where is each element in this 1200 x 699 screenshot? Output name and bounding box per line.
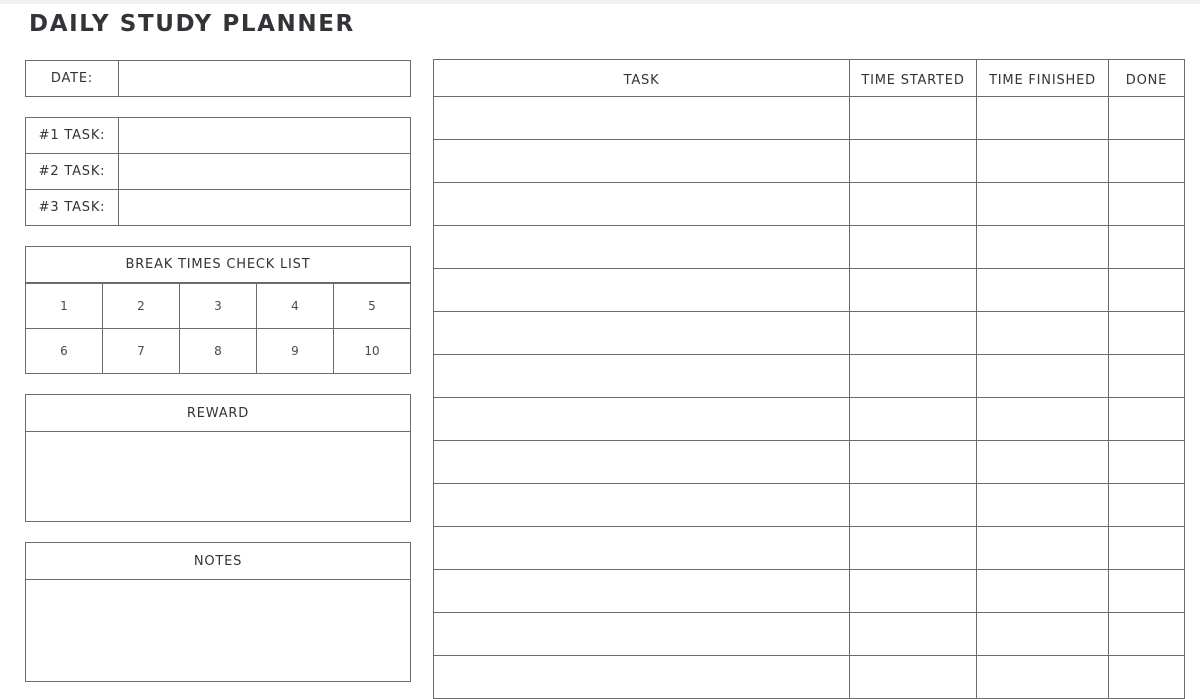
time-finished-cell[interactable]: [977, 441, 1109, 484]
break-number: 1: [60, 299, 68, 313]
time-finished-cell[interactable]: [977, 312, 1109, 355]
top-task-row: [26, 189, 410, 225]
break-cell[interactable]: [333, 284, 410, 328]
task-cell[interactable]: [434, 97, 850, 140]
done-column-header: DONE: [1109, 60, 1185, 97]
reward-header: [26, 395, 410, 432]
table-row: [434, 226, 1185, 269]
time-started-cell[interactable]: [850, 527, 977, 570]
time-finished-cell[interactable]: [977, 183, 1109, 226]
done-cell[interactable]: [1109, 484, 1185, 527]
time-started-cell[interactable]: [850, 570, 977, 613]
notes-field[interactable]: [26, 580, 410, 681]
reward-box: [25, 394, 411, 522]
break-number: 6: [60, 344, 68, 358]
task-cell[interactable]: [434, 527, 850, 570]
done-cell[interactable]: [1109, 441, 1185, 484]
task-cell[interactable]: [434, 441, 850, 484]
time-started-cell[interactable]: [850, 656, 977, 699]
table-row: [434, 183, 1185, 226]
task-cell[interactable]: [434, 613, 850, 656]
task-cell[interactable]: [434, 183, 850, 226]
reward-heading: REWARD: [186, 405, 250, 421]
table-row: [434, 269, 1185, 312]
break-times-box: [25, 246, 411, 374]
break-cell[interactable]: [102, 329, 179, 373]
time-finished-cell[interactable]: [977, 140, 1109, 183]
time-finished-cell[interactable]: [977, 656, 1109, 699]
task-cell[interactable]: [434, 312, 850, 355]
task-cell[interactable]: [434, 140, 850, 183]
date-box: [25, 60, 411, 97]
notes-heading: NOTES: [193, 553, 243, 569]
time-finished-cell[interactable]: [977, 355, 1109, 398]
done-cell[interactable]: [1109, 570, 1185, 613]
date-label: DATE:: [50, 71, 94, 86]
break-cell[interactable]: [333, 329, 410, 373]
time-started-cell[interactable]: [850, 398, 977, 441]
top-task-label-1: #1 TASK:: [38, 128, 106, 143]
done-cell[interactable]: [1109, 97, 1185, 140]
time-started-cell[interactable]: [850, 312, 977, 355]
done-cell[interactable]: [1109, 355, 1185, 398]
break-cell[interactable]: [256, 329, 333, 373]
top-task-label-2: #2 TASK:: [38, 164, 106, 179]
done-cell[interactable]: [1109, 398, 1185, 441]
done-cell[interactable]: [1109, 140, 1185, 183]
done-cell[interactable]: [1109, 312, 1185, 355]
table-row: [434, 656, 1185, 699]
time-started-cell[interactable]: [850, 613, 977, 656]
done-cell[interactable]: [1109, 613, 1185, 656]
time-finished-cell[interactable]: [977, 527, 1109, 570]
date-field[interactable]: [119, 61, 410, 96]
time-finished-column-header: TIME FINISHED: [977, 60, 1109, 97]
break-number: 4: [291, 299, 299, 313]
task-cell[interactable]: [434, 570, 850, 613]
reward-field[interactable]: [26, 432, 410, 521]
time-started-cell[interactable]: [850, 140, 977, 183]
task-cell[interactable]: [434, 226, 850, 269]
break-times-header: [26, 247, 410, 283]
time-started-cell[interactable]: [850, 183, 977, 226]
done-cell[interactable]: [1109, 527, 1185, 570]
time-finished-cell[interactable]: [977, 398, 1109, 441]
time-finished-cell[interactable]: [977, 484, 1109, 527]
break-row-1: [26, 283, 410, 328]
break-times-heading: BREAK TIMES CHECK LIST: [125, 257, 311, 272]
time-finished-cell[interactable]: [977, 97, 1109, 140]
task-table-body: [434, 97, 1185, 699]
time-finished-cell[interactable]: [977, 226, 1109, 269]
top-task-field-2[interactable]: [119, 154, 410, 189]
table-row: [434, 484, 1185, 527]
page-title: DAILY STUDY PLANNER: [29, 11, 355, 37]
top-task-label-3: #3 TASK:: [38, 200, 106, 215]
done-cell[interactable]: [1109, 183, 1185, 226]
table-row: [434, 355, 1185, 398]
break-cell[interactable]: [179, 284, 256, 328]
time-started-column-header: TIME STARTED: [850, 60, 977, 97]
top-task-field-3[interactable]: [119, 190, 410, 225]
time-started-cell[interactable]: [850, 355, 977, 398]
break-cell[interactable]: [256, 284, 333, 328]
time-started-cell[interactable]: [850, 441, 977, 484]
break-number: 10: [364, 344, 380, 358]
top-task-label-cell: [26, 190, 119, 225]
time-started-cell[interactable]: [850, 484, 977, 527]
done-cell[interactable]: [1109, 269, 1185, 312]
task-cell[interactable]: [434, 398, 850, 441]
notes-header: [26, 543, 410, 580]
time-started-cell[interactable]: [850, 226, 977, 269]
notes-box: [25, 542, 411, 682]
task-cell[interactable]: [434, 656, 850, 699]
date-label-cell: [26, 61, 119, 96]
task-cell[interactable]: [434, 484, 850, 527]
table-row: [434, 613, 1185, 656]
break-cell[interactable]: [179, 329, 256, 373]
table-row: [434, 97, 1185, 140]
table-row: [434, 570, 1185, 613]
task-cell[interactable]: [434, 269, 850, 312]
task-cell[interactable]: [434, 355, 850, 398]
top-task-row: [26, 118, 410, 153]
break-row-2: [26, 328, 410, 373]
table-row: [434, 312, 1185, 355]
top-task-field-1[interactable]: [119, 118, 410, 153]
task-column-header: TASK: [434, 60, 850, 97]
top-tasks-box: [25, 117, 411, 226]
break-number: 8: [214, 344, 222, 358]
break-number: 7: [137, 344, 145, 358]
time-finished-cell[interactable]: [977, 613, 1109, 656]
time-finished-cell[interactable]: [977, 269, 1109, 312]
break-cell[interactable]: [26, 329, 102, 373]
top-task-row: [26, 153, 410, 189]
table-row: [434, 398, 1185, 441]
table-row: [434, 441, 1185, 484]
break-cell[interactable]: [26, 284, 102, 328]
time-started-cell[interactable]: [850, 97, 977, 140]
top-band: [0, 0, 1200, 4]
top-task-label-cell: [26, 118, 119, 153]
task-table-header-row: [434, 60, 1185, 97]
time-started-cell[interactable]: [850, 269, 977, 312]
break-number: 9: [291, 344, 299, 358]
break-number: 3: [214, 299, 222, 313]
top-task-label-cell: [26, 154, 119, 189]
table-row: [434, 527, 1185, 570]
done-cell[interactable]: [1109, 656, 1185, 699]
table-row: [434, 140, 1185, 183]
break-number: 5: [368, 299, 376, 313]
done-cell[interactable]: [1109, 226, 1185, 269]
break-cell[interactable]: [102, 284, 179, 328]
task-table: [433, 59, 1185, 699]
time-finished-cell[interactable]: [977, 570, 1109, 613]
break-number: 2: [137, 299, 145, 313]
